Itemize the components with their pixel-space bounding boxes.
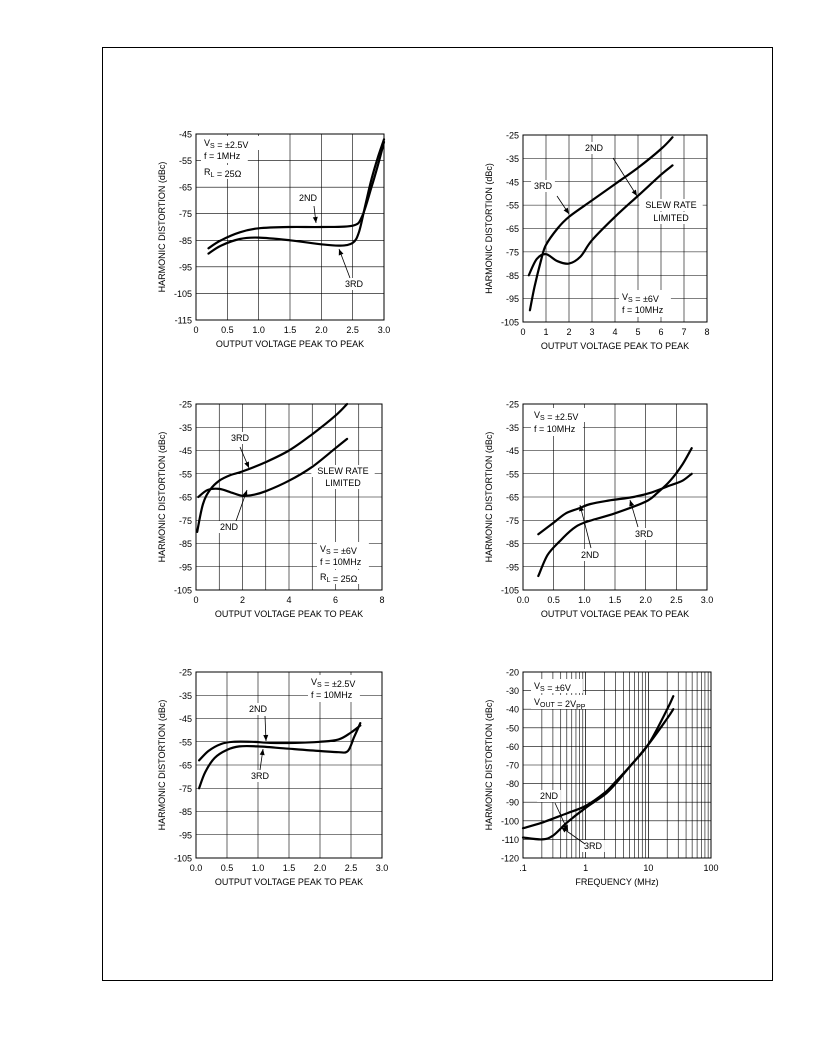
x-tick-label: 100 — [703, 863, 719, 873]
y-tick-label: -85 — [178, 235, 192, 246]
annotation-label: LIMITED — [653, 213, 689, 223]
y-axis-label: HARMONIC DISTORTION (dBc) — [484, 699, 494, 831]
y-tick-label: -95 — [178, 562, 192, 573]
y-tick-label: -45 — [178, 446, 192, 456]
x-axis-label: OUTPUT VOLTAGE PEAK TO PEAK — [214, 609, 364, 619]
x-axis-label: OUTPUT VOLTAGE PEAK TO PEAK — [540, 341, 690, 351]
condition-text: f = 10MHz — [622, 305, 664, 315]
y-tick-label: -105 — [173, 853, 192, 864]
condition-text: $R_L = 25\Omega$ — [320, 572, 358, 584]
x-tick-label: 0.5 — [547, 595, 560, 605]
x-tick-label: 2.0 — [315, 325, 328, 335]
series-line-2nd — [523, 709, 673, 828]
x-tick-label: 3.0 — [377, 325, 391, 335]
y-tick-label: -85 — [505, 270, 519, 281]
x-tick-label: 1.5 — [282, 863, 296, 873]
x-tick-label: 4 — [286, 595, 292, 605]
annotation-label: 2ND — [219, 522, 239, 532]
x-axis-label: FREQUENCY (MHz) — [575, 877, 659, 887]
condition-text: f = 10MHz — [311, 690, 353, 700]
condition-text: $V_S = \pm 2.5V$ — [204, 138, 249, 150]
annotation-label: SLEW RATE — [645, 200, 697, 210]
annotation-label: 2ND — [298, 193, 318, 203]
x-tick-label: 6 — [332, 595, 339, 605]
condition-text: $V_S = \pm 6V$ — [320, 544, 357, 556]
y-axis-label: HARMONIC DISTORTION (dBc) — [157, 431, 167, 563]
x-tick-label: .1 — [519, 863, 527, 873]
x-tick-label: 1.0 — [251, 863, 265, 873]
annotation-arrow — [613, 158, 637, 196]
y-tick-label: -95 — [178, 262, 192, 273]
y-axis-label: HARMONIC DISTORTION (dBc) — [484, 431, 494, 563]
y-tick-label: -65 — [178, 492, 192, 503]
y-tick-label: -45 — [178, 714, 192, 724]
x-tick-label: 5 — [635, 327, 641, 337]
annotation-label: 2ND — [248, 704, 268, 714]
y-tick-label: -70 — [505, 760, 519, 771]
x-tick-label: 2.5 — [670, 595, 683, 605]
y-tick-label: -25 — [505, 130, 519, 141]
x-tick-label: 1.5 — [283, 325, 297, 335]
y-tick-label: -115 — [174, 315, 192, 326]
y-tick-label: -95 — [505, 294, 519, 305]
x-tick-label: 8 — [704, 327, 710, 337]
y-tick-label: -60 — [505, 741, 519, 752]
annotation-label: SLEW RATE — [317, 466, 369, 476]
annotation-arrowhead — [564, 208, 569, 214]
y-axis-label: HARMONIC DISTORTION (dBc) — [157, 161, 167, 293]
y-tick-label: -55 — [178, 737, 192, 748]
annotation-label: 3RD — [344, 279, 364, 289]
x-tick-label: 2 — [239, 595, 246, 605]
y-tick-label: -75 — [505, 247, 519, 258]
x-tick-label: 2.0 — [639, 595, 652, 605]
condition-text: f = 10MHz — [320, 557, 362, 567]
x-tick-label: 3.0 — [700, 595, 714, 605]
series-line-3rd — [199, 723, 360, 788]
x-tick-label: 1 — [543, 327, 549, 337]
annotation-label: 2ND — [584, 143, 604, 153]
y-tick-label: -65 — [505, 492, 519, 503]
x-tick-label: 3.0 — [375, 863, 389, 873]
x-axis-label: OUTPUT VOLTAGE PEAK TO PEAK — [215, 339, 365, 349]
annotation-arrowhead — [629, 500, 634, 506]
y-tick-label: -95 — [505, 562, 519, 573]
y-tick-label: -110 — [501, 834, 519, 845]
x-tick-label: 2.5 — [344, 863, 358, 873]
annotation-arrowhead — [313, 217, 318, 223]
y-tick-label: -85 — [505, 539, 519, 549]
annotation-arrowhead — [260, 749, 265, 755]
x-tick-label: 0.5 — [220, 863, 234, 873]
y-tick-label: -35 — [178, 690, 192, 701]
y-tick-label: -65 — [178, 760, 192, 771]
y-tick-label: -30 — [505, 686, 519, 697]
annotation-arrowhead — [263, 735, 268, 741]
x-tick-label: 0 — [520, 327, 526, 337]
y-tick-label: -75 — [178, 783, 192, 794]
y-tick-label: -120 — [500, 853, 519, 864]
y-tick-label: -105 — [500, 317, 519, 328]
x-axis-label: OUTPUT VOLTAGE PEAK TO PEAK — [214, 877, 364, 887]
x-tick-label: 0.0 — [516, 595, 530, 605]
x-tick-label: 1.5 — [608, 595, 622, 605]
annotation-arrowhead — [244, 462, 249, 468]
x-tick-label: 0.0 — [189, 863, 203, 873]
y-tick-label: -20 — [505, 667, 519, 678]
y-tick-label: -90 — [505, 797, 519, 808]
y-tick-label: -35 — [178, 422, 192, 433]
y-tick-label: -105 — [500, 585, 519, 596]
x-tick-label: 4 — [612, 327, 618, 337]
y-tick-label: -45 — [505, 177, 519, 188]
x-tick-label: 2.0 — [313, 863, 327, 873]
y-tick-label: -85 — [178, 807, 192, 817]
y-tick-label: -45 — [178, 129, 192, 140]
x-tick-label: 2 — [566, 327, 572, 337]
grid — [523, 135, 707, 322]
x-tick-label: 1.0 — [252, 325, 265, 335]
condition-text: f = 10MHz — [534, 424, 576, 434]
y-tick-label: -40 — [505, 704, 519, 715]
y-axis-label: HARMONIC DISTORTION (dBc) — [484, 163, 494, 294]
chart-4 — [484, 400, 713, 620]
chart-2 — [484, 131, 710, 352]
x-tick-label: 3 — [589, 327, 595, 337]
annotation-label: 3RD — [583, 841, 603, 851]
x-tick-label: 10 — [643, 863, 654, 873]
x-tick-label: 7 — [681, 327, 687, 337]
x-tick-label: 1.0 — [578, 595, 591, 605]
chart-1 — [157, 130, 390, 350]
chart-5 — [157, 668, 388, 888]
y-tick-label: -25 — [178, 667, 192, 678]
condition-text: f = 1MHz — [204, 151, 241, 161]
y-tick-label: -45 — [505, 446, 519, 456]
annotation-label: LIMITED — [325, 478, 361, 488]
annotation-label: 3RD — [533, 181, 553, 191]
x-tick-label: 6 — [658, 327, 664, 337]
x-tick-label: 0.5 — [221, 325, 234, 335]
y-tick-label: -35 — [505, 422, 519, 433]
y-tick-label: -85 — [178, 539, 192, 549]
y-tick-label: -65 — [178, 182, 192, 193]
annotation-label: 3RD — [230, 433, 250, 443]
y-tick-label: -105 — [173, 288, 192, 299]
annotation-label: 3RD — [250, 771, 270, 781]
y-tick-label: -55 — [178, 156, 192, 167]
y-tick-label: -55 — [178, 469, 192, 480]
condition-text: $V_S = \pm 6V$ — [622, 292, 659, 304]
y-tick-label: -75 — [505, 515, 519, 526]
y-tick-label: -75 — [178, 515, 192, 526]
x-tick-label: 0 — [193, 595, 199, 605]
series-line-3rd — [523, 696, 673, 839]
condition-text: $V_S = \pm 2.5V$ — [534, 410, 579, 422]
y-tick-label: -25 — [505, 399, 519, 410]
condition-text: $V_S = \pm 6V$ — [534, 681, 571, 693]
chart-6 — [484, 668, 719, 888]
chart-3 — [157, 400, 385, 620]
annotation-arrowhead — [339, 249, 344, 255]
condition-text: $V_{OUT} = 2V_{PP}$ — [534, 697, 586, 711]
annotation-label: 3RD — [634, 529, 654, 539]
x-tick-label: 2.5 — [346, 325, 359, 335]
x-tick-label: 1 — [583, 863, 589, 873]
y-tick-label: -55 — [505, 200, 519, 211]
y-tick-label: -50 — [505, 723, 519, 734]
condition-text: $V_S = \pm 2.5V$ — [311, 677, 356, 689]
x-axis-label: OUTPUT VOLTAGE PEAK TO PEAK — [540, 609, 690, 619]
annotation-label: 2ND — [539, 791, 559, 801]
annotation-arrowhead — [632, 190, 637, 196]
y-tick-label: -105 — [173, 585, 192, 596]
annotation-arrow — [580, 505, 591, 548]
y-tick-label: -25 — [178, 399, 192, 410]
y-tick-label: -35 — [505, 153, 519, 164]
y-tick-label: -75 — [178, 209, 192, 220]
y-tick-label: -95 — [178, 830, 192, 841]
y-tick-label: -80 — [505, 779, 519, 790]
series-line-2nd — [199, 726, 360, 761]
x-tick-label: 0 — [193, 325, 199, 335]
y-tick-label: -55 — [505, 469, 519, 480]
y-tick-label: -100 — [500, 816, 519, 827]
y-axis-label: HARMONIC DISTORTION (dBc) — [157, 699, 167, 831]
y-tick-label: -65 — [505, 224, 519, 234]
annotation-label: 2ND — [580, 550, 600, 560]
x-tick-label: 8 — [379, 595, 385, 605]
condition-text: $R_L = 25\Omega$ — [204, 167, 242, 179]
